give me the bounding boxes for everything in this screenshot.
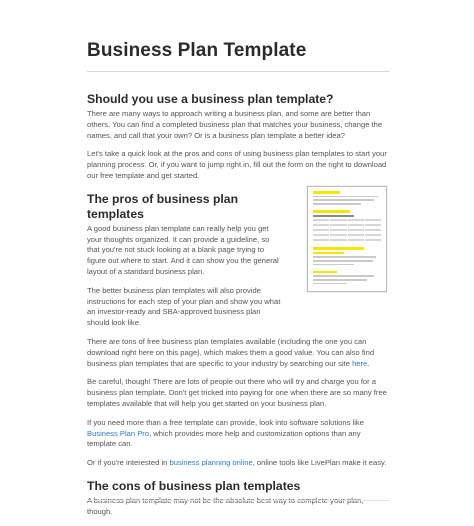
title-divider	[87, 71, 390, 72]
paragraph-pros-4: Be careful, though! There are lots of people out there who will try and charge you for a business plan template. Don't get tricked into paying for one when there are so many free templates available that will help you get started on your business plan.	[87, 377, 387, 408]
paragraph-pros-1: A good business plan template can really help you get your thoughts organized. It can provide a guideline, so that you're not stuck looking at a blank page trying to figure out where to start. And it can show you the general layout of a standard business plan.	[87, 223, 279, 276]
paragraph-pros-3-text: There are tons of free business plan templates available (including the one you can download right here on this page), which makes them a good value. You can also find business plan templates that are specific to your industry by searching our site	[87, 336, 375, 368]
template-preview-thumbnail	[307, 186, 387, 292]
paragraph-pros-5	[87, 418, 390, 450]
paragraph-intro-1: There are many ways to approach writing a business plan, and some are better than others. You can find a completed business plan that matches your business, change the names, and call that your own? Or is a business plan template a better idea?	[87, 109, 383, 140]
paragraph-pros-5-end: , which provides more help and customization options than any template can.	[87, 428, 361, 449]
business-plan-pro-link[interactable]: Business Plan Pro	[87, 428, 150, 438]
paragraph-pros-6-text: Or if you're interested in	[87, 458, 170, 468]
paragraph-pros-2: The better business plan templates will also provide instructions for each step of your plan and show you what an investor-ready and SBA-approved business plan should look like.	[87, 285, 281, 328]
thumb-highlight	[313, 191, 340, 194]
section-heading-pros: The pros of business plan templates	[87, 191, 239, 221]
business-planning-online-link[interactable]: business planning online	[169, 458, 253, 468]
paragraph-pros-6	[87, 458, 390, 469]
section-heading-should-you-use: Should you use a business plan template?	[87, 92, 334, 106]
section-cons	[87, 479, 390, 518]
paragraph-pros-3	[87, 337, 390, 369]
paragraph-pros-3-end: .	[367, 358, 370, 368]
paragraph-cons-1: though.	[87, 506, 113, 516]
section-heading-cons: The cons of business plan templates	[87, 478, 301, 493]
article-body	[87, 92, 390, 526]
paragraph-intro-2: Let's take a quick look at the pros and cons of using business plan templates to start your planning process. Or, if you want to jump right in, fill out the form on the right to download our free template and get started.	[87, 149, 387, 180]
bottom-divider	[87, 500, 390, 501]
paragraph-pros-6-end: , online tools like LivePlan make it easy.	[252, 458, 387, 468]
site-search-link[interactable]: here	[352, 358, 368, 368]
page-title: Business Plan Template	[87, 40, 307, 61]
paragraph-pros-5-text: If you need more than a free template can provide, look into software solutions like	[87, 417, 364, 427]
